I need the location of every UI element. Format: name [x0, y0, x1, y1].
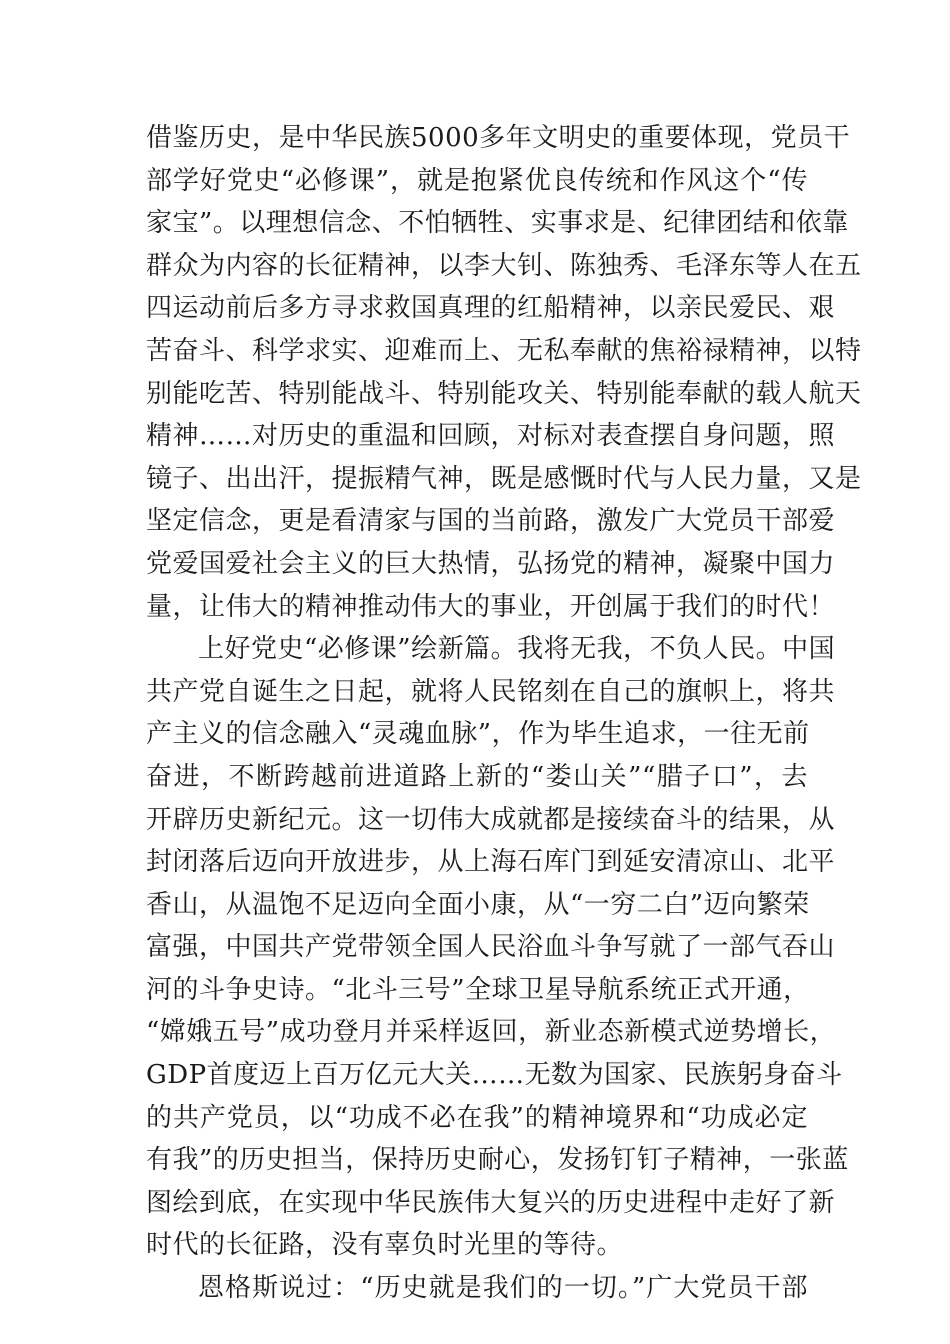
text-line: 苦奋斗、科学求实、迎难而上、无私奉献的焦裕禄精神，以特 [146, 335, 862, 366]
text-line: 借鉴历史，是中华民族5000多年文明史的重要体现，党员干 [146, 123, 851, 153]
text-line: 部学好党史“必修课”，就是抱紧优良传统和作风这个“传 [146, 165, 808, 196]
text-line: 时代的长征路，没有辜负时光里的等待。 [146, 1230, 624, 1261]
text-line: 四运动前后多方寻求救国真理的红船精神，以亲民爱民、艰 [146, 293, 836, 324]
text-line: 的共产党员，以“功成不必在我”的精神境界和“功成必定 [146, 1102, 808, 1133]
text-line: 家宝”。以理想信念、不怕牺牲、实事求是、纪律团结和依靠 [146, 208, 849, 239]
text-line: 党爱国爱社会主义的巨大热情，弘扬党的精神，凝聚中国力 [146, 548, 836, 579]
text-line: 精神……对历史的重温和回顾，对标对表查摆自身问题，照 [146, 421, 836, 452]
paragraph-start-line: 恩格斯说过：“历史就是我们的一切。”广大党员干部 [198, 1273, 808, 1304]
text-line: 图绘到底，在实现中华民族伟大复兴的历史进程中走好了新 [146, 1187, 836, 1218]
text-line: 量，让伟大的精神推动伟大的事业，开创属于我们的时代！ [146, 591, 836, 622]
text-line: 香山，从温饱不足迈向全面小康，从“一穷二白”迈向繁荣 [146, 889, 810, 920]
text-line: 开辟历史新纪元。这一切伟大成就都是接续奋斗的结果，从 [146, 804, 836, 835]
text-line: 有我”的历史担当，保持历史耐心，发扬钉钉子精神，一张蓝 [146, 1145, 849, 1176]
paragraph-start-line: 上好党史“必修课”绘新篇。我将无我，不负人民。中国 [198, 634, 836, 665]
text-line: 河的斗争史诗。“北斗三号”全球卫星导航系统正式开通， [146, 974, 810, 1005]
text-line: “嫦娥五号”成功登月并采样返回，新业态新模式逆势增长， [146, 1017, 837, 1048]
text-line: 共产党自诞生之日起，就将人民铭刻在自己的旗帜上，将共 [146, 676, 836, 707]
text-line: 群众为内容的长征精神，以李大钊、陈独秀、毛泽东等人在五 [146, 250, 862, 281]
text-line: 坚定信念，更是看清家与国的当前路，激发广大党员干部爱 [146, 506, 836, 537]
text-line: 奋进，不断跨越前进道路上新的“娄山关”“腊子口”，去 [146, 761, 808, 792]
text-line: 封闭落后迈向开放进步，从上海石库门到延安清凉山、北平 [146, 847, 836, 878]
text-line: 镜子、出出汗，提振精气神，既是感慨时代与人民力量，又是 [146, 463, 862, 494]
text-line: 别能吃苦、特别能战斗、特别能攻关、特别能奉献的载人航天 [146, 378, 862, 409]
text-line: 产主义的信念融入“灵魂血脉”，作为毕生追求，一往无前 [146, 719, 810, 750]
text-line: 富强，中国共产党带领全国人民浴血斗争写就了一部气吞山 [146, 932, 836, 963]
body-text [146, 117, 862, 1310]
text-line: GDP首度迈上百万亿元大关……无数为国家、民族躬身奋斗 [146, 1060, 843, 1091]
